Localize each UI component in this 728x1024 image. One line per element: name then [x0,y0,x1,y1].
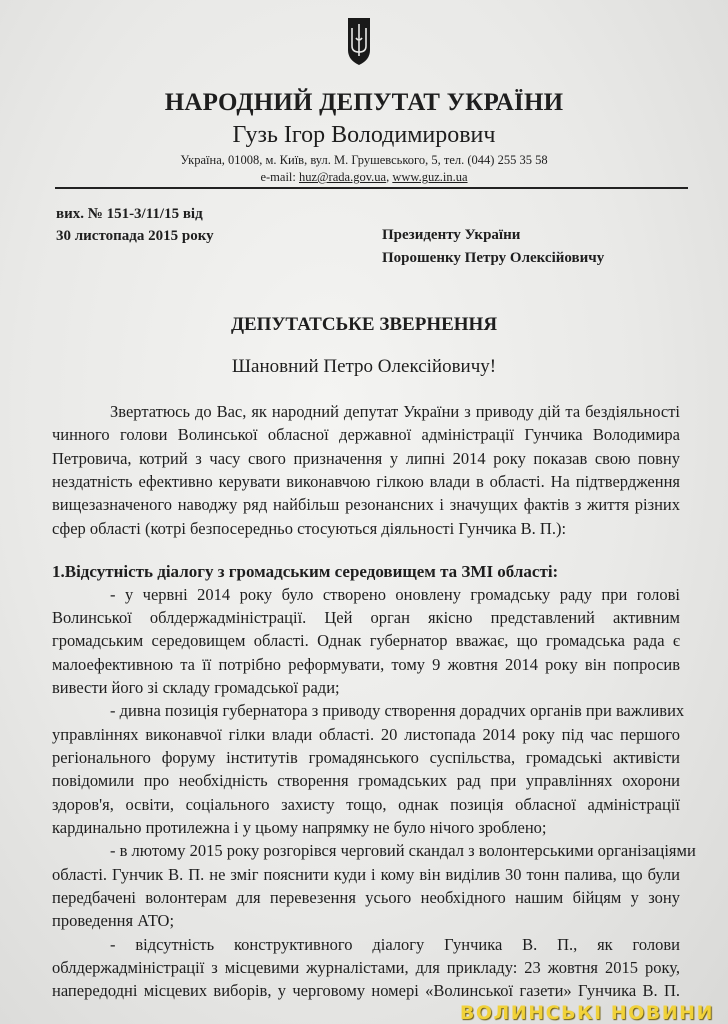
trident-coat-of-arms-icon [347,16,371,66]
address: Україна, 01008, м. Київ, вул. М. Грушевського, 5, тел. (044) 255 35 58 [180,153,548,167]
body-line: повідомили про необхідність створення громадських рад при управліннях охорони [52,771,680,790]
body-line: Волинської облдержадміністрації. Цей орган якісно представлений активним [52,608,680,627]
outgoing-number: вих. № 151-3/11/15 від [56,206,203,222]
email-label: e-mail: [260,170,299,184]
body-line: здоров'я, освіти, соціального захисту тощо, однак позиція обласної адміністрації [52,795,680,814]
document-title: ДЕПУТАТСЬКЕ ЗВЕРНЕННЯ [230,314,498,335]
body-line: нездатність ефективно керувати виконавчою гілкою влади в області. На підтвердження [52,472,680,491]
body-line: регіонального форуму інститутів громадянського суспільства, громадські активісти [52,748,680,767]
recipient-title: Президенту України [382,227,521,243]
body-line: управліннях виконавчої гілки влади області. 20 листопада 2014 року під час першого [52,725,680,744]
body-line: Звертатюсь до Вас, як народний депутат України з приводу дій та бездіяльності [110,402,680,421]
body-line: Петровича, котрий з часу свого призначення у липні 2014 року показав свою повну [52,449,680,468]
body-line: - дивна позиція губернатора з приводу створення дорадчих органів при важливих [110,701,685,720]
header-divider [55,187,688,189]
body-line: облдержадміністрації з місцевими журналістами, для прикладу: 23 жовтня 2015 року, [52,958,680,977]
body-line: сфер області (котрі безпосередньо стосуються діяльності Гунчика В. П.): [52,519,567,538]
body-line: - в лютому 2015 року розгорівся черговий скандал з волонтерськими організаціями [110,841,696,860]
recipient-name: Порошенку Петру Олексійовичу [382,250,605,266]
body-line: - у червні 2014 року було створено оновлену громадську раду при голові [110,585,680,604]
body-line: вищезазначеного наводжу ряд найбільш резонансних і значущих фактів з життя різних [52,495,680,514]
body-line: малоефективною та її потрібно реформувати, тому 9 жовтня 2014 року він попросив [52,655,680,674]
body-line: чинного голови Волинської обласної державної адміністрації Гунчика Володимира [52,425,680,444]
body-line: області. Гунчик В. П. не зміг пояснити куди і кому він виділив 30 тонн палива, що були [52,865,680,884]
body-line: громадським середовищем області. Однак губернатор вважає, що громадська рада є [52,631,680,650]
body-line: передбачені волонтерам для перевезення усього необхідного нашим бійцям у зону [52,888,680,907]
letterhead-title: НАРОДНИЙ ДЕПУТАТ УКРАЇНИ [164,89,564,116]
body-line: кардинально протилежна і у цьому напрямку не було нічого зроблено; [52,818,547,837]
body-line: напередодні місцевих виборів, у черговому номері «Волинської газети» Гунчика В. П. [52,981,680,1000]
deputy-name: Гузь Ігор Володимирович [232,122,496,148]
section-heading: 1.Відсутність діалогу з громадським середовищем та ЗМІ області: [52,562,559,581]
email-link[interactable]: huz@rada.gov.ua [299,170,387,184]
website-link[interactable]: www.guz.in.ua [392,170,468,184]
contacts [0,169,728,185]
document-date: 30 листопада 2015 року [56,228,214,244]
body-line: вивести його зі складу громадської ради; [52,678,340,697]
greeting: Шановний Петро Олексійовичу! [231,356,497,377]
separator: , [386,170,393,184]
body-line: - відсутність конструктивного діалогу Гунчика В. П., як голови [110,935,680,954]
body-line: проведення АТО; [52,911,175,930]
watermark-logo: ВОЛИНСЬКІ НОВИНИ [459,1002,714,1024]
